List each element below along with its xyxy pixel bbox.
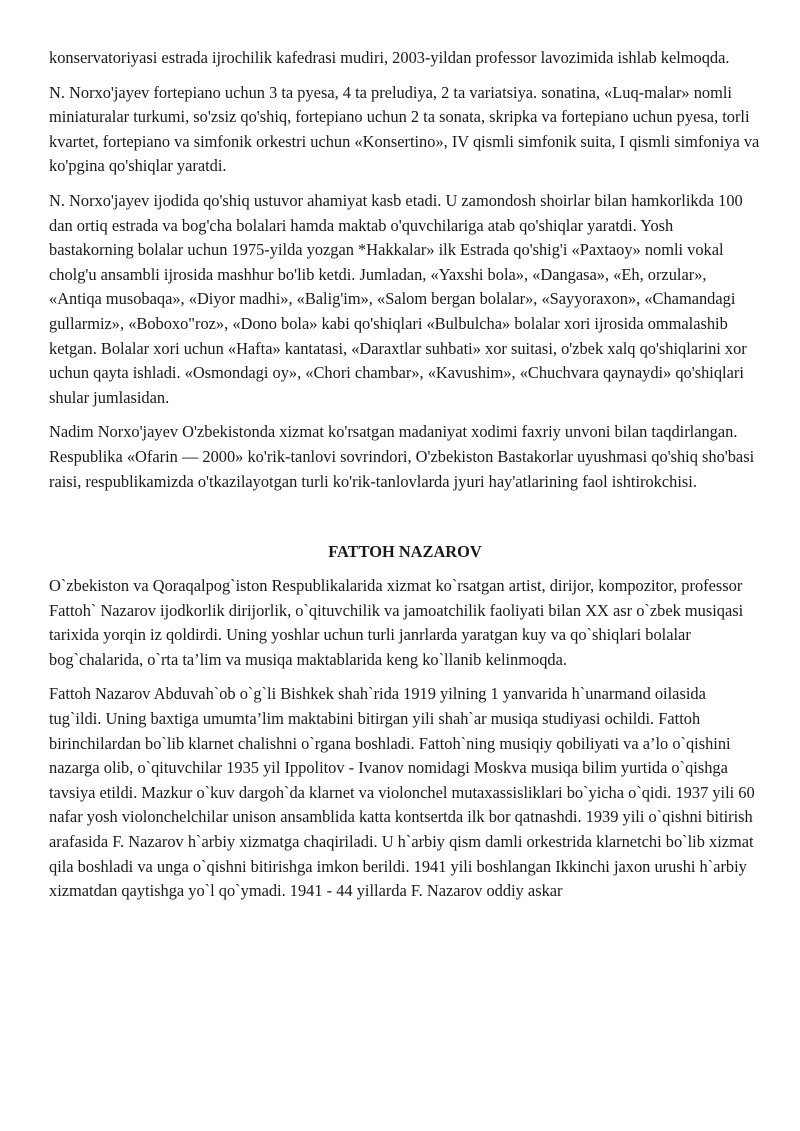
- paragraph-nazarov-intro: O`zbekiston va Qoraqalpog`iston Respublikalarida xizmat ko`rsatgan artist, dirijor, kompozitor, professor Fattoh` Nazarov ijodkorlik dirijorlik, o`qituvchilik va jamoatchilik faoliyati bilan XX asr o`zbek musiqasi tarixida yorqin iz qoldirdi. Uning yoshlar uchun turli janrlarda yaratgan kuy va qo`shiqlari bolalar bog`chalarida, o`rta ta’lim va musiqa maktablarida keng ko`llanib kelinmoqda.: [49, 576, 744, 669]
- paragraph-honors: Nadim Norxo'jayev O'zbekistonda xizmat ko'rsatgan madaniyat xodimi faxriy unvoni bilan taqdirlangan. Respublika «Ofarin — 2000» ko'rik-tanlovi sovrindori, O'zbekiston Bastakorlar uyushmasi qo'shiq sho'basi raisi, respublikamizda o'tkazilayotgan turli ko'rik-tanlovlarda jyuri hay'atlarining faol ishtirokchisi.: [49, 422, 755, 491]
- paragraph-works-list: N. Norxo'jayev fortepiano uchun 3 ta pyesa, 4 ta preludiya, 2 ta variatsiya. sonatina, «Luq-malar» nomli miniaturalar turkumi, so'zsiz qo'shiq, fortepiano uchun 2 ta sonata, skripka va fortepiano uchun pyesa, torli kvartet, fortepiano va simfonik orkestri uchun «Konsertino», IV qismli simfonik suita, I qismli simfoniya va ko'pgina qo'shiqlar yaratdi.: [49, 82, 760, 176]
- paragraph-nazarov-biography: Fattoh Nazarov Abduvah`ob o`g`li Bishkek shah`rida 1919 yilning 1 yanvarida h`unarmand oilasida tug`ildi. Uning baxtiga umumta’lim maktabini bitirgan yili shah`ar musiqa studiyasi ochildi. Fattoh birinchilardan bo`lib klarnet chalishni o`rgana boshladi. Fattoh`ning musiqiy qobiliyati va a’lo o`qishini nazarga olib, o`qituvchilar 1935 yil Ippolitov - Ivanov nomidagi Moskva musiqa bilim yurtida o`qishga tavsiya etildi. Mazkur o`kuv dargoh`da klarnet va violonchel mutaxassisliklari bo`yicha o`qidi. 1937 yili 60 nafar yosh violonchelchilar unison ansamblida katta kontsertda ilk bor qatnashdi. 1939 yili o`qishni bitirish arafasida F. Nazarov h`arbiy xizmatga chaqiriladi. U h`arbiy qism damli orkestrida klarnetchi bo`lib xizmat qila boshladi va unga o`qishni bitirishga imkon berildi. 1941 yili boshlangan Ikkinchi jaxon urushi h`arbiy xizmatdan qaytishga yo`l qo`ymadi. 1941 - 44 yillarda F. Nazarov oddiy askar: [49, 684, 755, 901]
- document-page: [49, 46, 761, 914]
- paragraph-conservatory: konservatoriyasi estrada ijrochilik kafedrasi mudiri, 2003-yildan professor lavozimida ishlab kelmoqda.: [49, 48, 730, 67]
- paragraph-songs: N. Norxo'jayev ijodida qo'shiq ustuvor ahamiyat kasb etadi. U zamondosh shoirlar bilan hamkorlikda 100 dan ortiq estrada va bog'cha bolalari hamda maktab o'quvchilariga atab qo'shiqlar yaratdi. Yosh bastakorning bolalar uchun 1975-yilda yozgan *Hakkalar» ilk Estrada qo'shig'i «Paxtaoy» nomli vokal cholg'u ansambli ijrosida mashhur bo'lib ketdi. Jumladan, «Yaxshi bola», «Dangasa», «Eh, orzular», «Antiqa musobaqa», «Diyor madhi», «Balig'im», «Salom bergan bolalar», «Sayyoraxon», «Chamandagi gullarmiz», «Boboxo"roz», «Dono bola» kabi qo'shiqlari «Bulbulcha» bolalar xori ijrosida ommalashib ketgan. Bolalar xori uchun «Hafta» kantatasi, «Daraxtlar suhbati» xor suitasi, o'zbek xalq qo'shiqlarini xor uchun qayta ishladi. «Osmondagi oy», «Chori chambar», «Kavushim», «Chuchvara qaynaydi» qo'shiqlari shular jumlasidan.: [49, 190, 747, 407]
- section-heading: FATTOH NAZAROV: [328, 542, 482, 562]
